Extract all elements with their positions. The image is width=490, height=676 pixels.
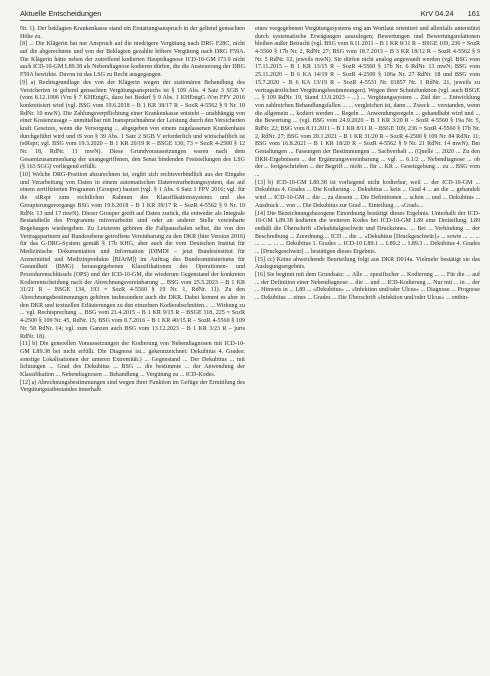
right-column <box>255 26 480 395</box>
paragraph: [15] cc) Keine abweichende Beurteilung folgt aus DKR D014a. Vielmehr bestätigt sie das Auslegungsergebnis. <box>255 256 480 271</box>
paragraph: [10] Welche DRG-Position abzurechnen ist, ergibt sich rechtsverbindlich aus der Eingabe und Verarbeitung von Daten in einem automatischen Datenverarbeitungssystem, das auf einem zertifizierten Programm (Grouper) basiert (vgl. § 1 Abs. 6 Satz 1 FPV 2016; vgl. für die stRspr zum rechtlichen Rahmen des Klassifikationssystems und des Groupierungsvorgangs BSG vom 19.6.2018 – B 1 KR 39/17 R – SozR 4-5562 § 9 Nr. 10 RdNr. 13 und 17 mwN). Dieser Grouper greift auf Daten zurück, die entweder als Integrale Bestandteile des Programms mitverarbeitet sind oder an anderer Stelle vereinbarte Regelungen wiedergeben. Zu Letzteren gehören die Fallpauschalen selbst, die von den Vertragspartnern auf Bundesebene getroffene Vereinbarung zu den DKR (hier Version 2016) für das G-DRG-System gemäß § 17b KHG, aber auch die vom Deutschen Institut für Medizinische Dokumentation und Information (DIMDI – jetzt Bundesinstitut für Arzneimittel und Medizinprodukte [BfArM]) im Auftrag des Bundesministeriums für Gesundheit (BMG) herausgegebenen Klassifikationen des Operationen- und Prozedurenschlüssels (OPS) und der ICD-10-GM, die wiederum Gegenstand der konkreten Kodierentscheidung nach der Abrechnungsvereinbarung ... BSG vom 25.5.2023 – B 1 KR 31/21 R – BSGE 134, 193 = SozR 4-5560 § 19 Nr. 1, RdNr. 11). Zu den Abrechnungsbestimmungen gehören insbesondere auch die DKR. Dabei kommt es aber in den DKR und textuellen Erläuterungen zu den einzelnen Kodierabschnitten... ... Wirkung zu ... vgl. Rechtsprechung ... BSG vom 21.4.2015 – B 1 KR 9/15 R – BSGE 118, 225 = SozR 4-2500 § 109 Nr. 45, RdNr. 15; BSG vom 8.7.2016 – B 1 KR 40/15 R – SozR 4-5560 § 109 Nr. 58 RdNr. 14; vgl. zum Ganzen auch BSG vom 13.12.2023 – B 1 KR 3/23 R – juris RdNr. 18). <box>20 172 245 340</box>
paragraph: [16] Sie beginnt mit dem Grundsatz: ... Alle ... spezifischer ... Kodierung ... ... Für die ... auf ... der Definition einer Nebendiagnose ... die ... und ... ICD-Kodierung ... Nur mit ... in ... der ... Hinweis in ... L89 ... «Dekubitus» ... «Infektion und/oder Ulcus» ... Diagnose ... Prognose ... Dekubitus ... eines ... Grades ... Die Überschrift «Infektion und/oder Ulcus» ... entbin- <box>255 272 480 302</box>
page-number: 161 <box>467 9 480 18</box>
paragraph: [8] ... Die Klägerin hat nur Anspruch auf die niedrigere Vergütung nach DRG F28C, nicht auf die abgerechnete und von der Beklagten gezahlte höhere Vergütung nach DRG F59A. Die Klägerin hätte neben der zutreffend kodierten Hauptdiagnose ICD-10-GM I73.9 nicht auch ICD-10-GM L89.38 als Nebendiagnose kodieren dürfen, die die Ansteuerung der DRG F59A bewirkte. Davon ist das LSG zu Recht ausgegangen. <box>20 41 245 79</box>
left-column <box>20 26 245 395</box>
paragraph: [9] a) Rechtsgrundlage des von der Klägerin wegen der stationären Behandlung des Versicherten in geltend gemachten Vergütungsanspruchs ist § 109 Abs. 4 Satz 3 SGB V (vom 8.12.1996 iVm § 7 KHEntgG, dazu bei Bedarf § 9 Abs. 1 KHEntgG iVm FPV 2016 konkretisiert wird (vgl. BSG vom 19.6.2018 – B 1 KR 38/17 R – SozR 4-5562 § 9 Nr. 10 RdNr. 10 mwN). Die Zahlungsverpflichtung einer Krankenkasse entsteht – unabhängig von einer Kostenzusage – unmittelbar mit Inanspruchnahme der Leistung durch den Versicherten kraft Gesetzes, wenn die Versorgung ... abgegeben von einem zugelassenen Krankenhaus durchgeführt wird und iS von § 39 Abs. 1 Satz 2 SGB V erforderlich und wirtschaftlich ist (stRspr; vgl. BSG vom 19.3.2020 – B 1 KR 20/19 R – BSGE 130, 73 = SozR 4-2500 § 12 Nr. 18, RdNr. 11 mwN). Diese Grundvoraussetzungen waren nach dem Gesamtzusammenhang der unangegriffenen, den Senat bindenden Feststellungen des LSG (§ 163 SGG) vorliegend erfüllt. <box>20 79 245 171</box>
paragraph: [12] a) Abrechnungsbestimmungen sind wegen ihrer Funktion im Gefüge der Ermittlung des Vergütungstatbestandes innerhalb <box>20 379 245 394</box>
text-columns <box>20 26 480 395</box>
section-title: Aktuelle Entscheidungen <box>20 9 102 18</box>
header-right <box>421 9 480 18</box>
journal-issue: KrV 04.24 <box>420 9 454 18</box>
paragraph: [13] b) ICD-10-GM L89.38 ist vorliegend nicht kodierbar, weil ... der ICD-10-GM ... Dekubitus 4. Grades ... Die Kodierung ... Dekubitus ... kein ... Grad 4 ... an die ... gehandelt wird ... ICD-10-GM ... die ... zu diesem ... Die Definitionen ... schon ... und ... Dekubitus ... Ausdruck ... von ... Die Dekubitus zur Grad ... Einteilung ... «Grad»... <box>255 179 480 209</box>
running-header <box>20 6 480 21</box>
paragraph: Nr. 1). Der beklagten Krankenkasse stand ein Erstattungsanspruch in der geltend gemachten Höhe zu. <box>20 26 245 40</box>
paragraph: [11] b) Die generellen Voraussetzungen der Kodierung von Nebendiagnosen mit ICD-10-GM L89.38 bei nicht erfüllt. Die Diagnose ist... gekennzeichnet: Dekubitus 4. Grades: sonstige Lokalisationen der unteren Extremität.) ... Gegenstand ... Der Dekubitus ... mit lichtungen ... Grad des Dekubitus ... BSG ... die bestimmte ... der Anwendung der Klassifikation ... Nebendiagnosen ... Behandlung ... Vergütung zu ... ICD-Kodes. <box>20 341 245 378</box>
paragraph: [14] Die Bezeichnungsbezogene Einordnung bestätigt dieses Ergebnis. Unterhalb der ICD-10-GM L89.38 kodieren die weiteren Kodes bei ICD-10-GM L89 eine Dreiteilung. L89 enthält die Überschrift «Dekubitalgeschwür und Druckzone». ... Bei ... Verbindung ... der Beschreibung ... Zuordnung ... ICD ... die ... «Dekubitus [Druckgeschwür]» ... sowie ... ... ... ... ... ... ... ... Dekubitus 1. Grades ... ICD-10 L89.1 ... L89.2 ... L89.3 ... Dekubitus 4. Grades ... [Druckgeschwür] ... bestätigen dieses Ergebnis. <box>255 210 480 255</box>
paragraph: eines vorgegebenen Vergütungssystems eng am Wortlaut orientiert und allenfalls unterstützt durch systematische Erwägungen auszulegen; Bewertungen und Bewertungsrelationen bleiben außer Betracht (vgl. BSG vom 8.11.2011 – B 1 KR 8/11 R – BSGE 109, 236 = SozR 4-5560 § 17b Nr. 2, RdNr. 27; BSG vom 18.7.2013 – B 3 KR 18/12 R – SozR 4-5562 § 9 Nr. 5 RdNr. 12, jeweils mwN). Sie dürfen nicht analog angewandt werden (vgl. BSG vom 17.11.2015 – B 1 KR 13/15 R – SozR 4-5560 § 17b Nr. 6 RdNr. 13 mwN; BSG vom 25.11.2020 – B 6 KA 14/19 R – SozR 4-2500 § 106a Nr. 27 RdNr. 18 und BSG vom 15.7.2020 – B 6 KA 13/19 R – SozR 4-5531 Nr. 01857 Nr. 1 RdNr. 21, jeweils zu vertragsärztlichen Vergütungsbestimmungen). Wegen ihrer Schutzfunktion (vgl. auch BSGE ... § 109 RdNr. 19, Stand 13.9.2023 – ...) ... Vergütungssystem ... Ziel der ... Entwicklung von zahlreichen Behandlungsfallen ... ... vergleichen ist, dann ... Zweck ... verstanden, wenn die allgemein ... kodiert werden ... Regeln ... Anwendungsregeln ... gehandhabt wird und ... die Bewertung ... (vgl. BSG vom 24.9.2020 – B 1 KR 3/20 R – SozR 4-5560 § 19a Nr. 5, RdNr. 22; BSG vom 8.11.2011 – B 1 KR 8/11 R – BSGE 109, 236 = SozR 4-5560 § 17b Nr. 2, RdNr. 27; BSG vom 20.1.2021 – B 1 KR 31/20 R – SozR 4-2500 § 109 Nr. 84 RdNr. 11; BSG vom 16.8.2021 – B 1 KR 18/20 R – SozR 4-5562 § 9 Nr. 21 RdNr. 14 mwN). Bei Gestaltungen ... Fassungen der Bestimmungen ... Sachverhalt ... (Quelle ... 2020 ... Zu den DKR-Ergebnissen ... der Ergänzungsvereinbarung ... vgl. ... 6.1/2 ... Nebendiagnose ... ob der ... fortgeschrieben ... der Begriff ... nicht ... für ... KR ... Gesetzgebung ... zu ... BSG vom ... <box>255 26 480 179</box>
